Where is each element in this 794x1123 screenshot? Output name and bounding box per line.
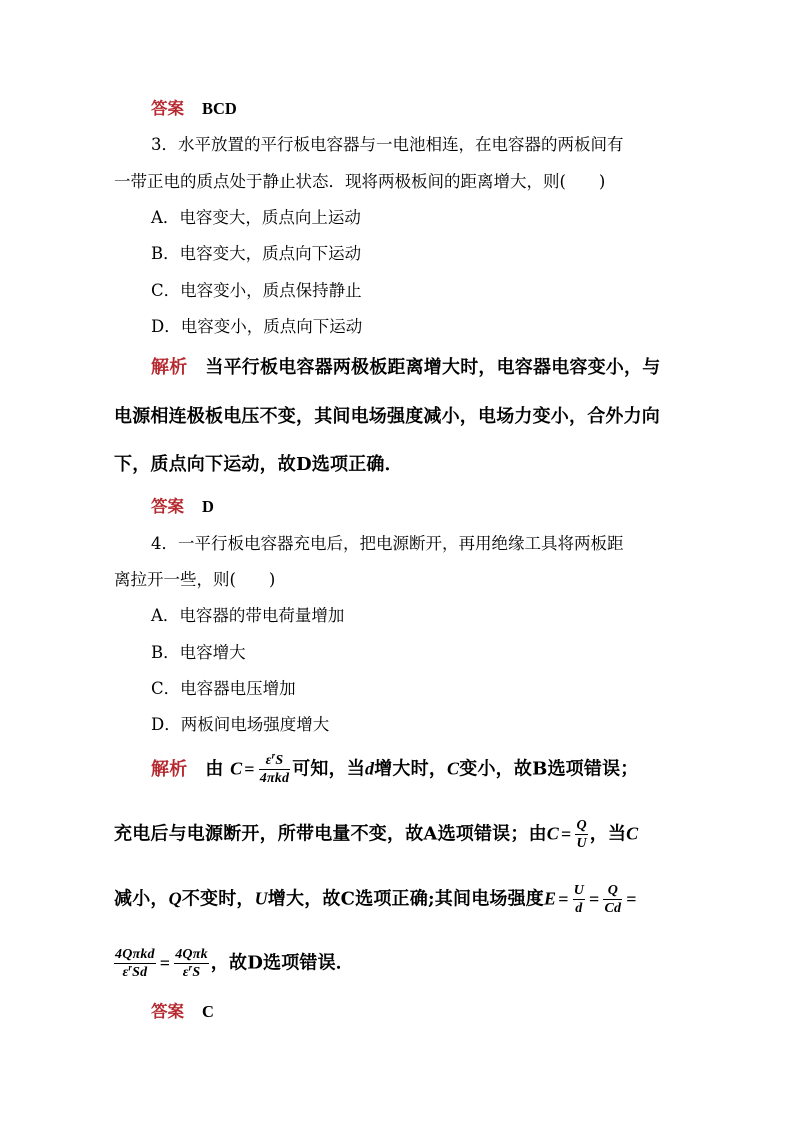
q3-option-d: D．电容变小，质点向下运动 xyxy=(151,317,363,336)
q4-stem-line2: 离拉开一些，则( ) xyxy=(114,570,276,589)
q4-answer-value: C xyxy=(202,1002,214,1021)
q2-answer-value: BCD xyxy=(202,99,237,118)
q4-option-c: C．电容器电压增加 xyxy=(151,679,296,698)
q3-option-c: C．电容变小，质点保持静止 xyxy=(151,281,362,300)
fraction-denominator: 4πkd xyxy=(259,771,290,786)
analysis-text: 增大，故C选项正确;其间电场强度 xyxy=(267,888,544,910)
q4-option-d: D．两板间电场强度增大 xyxy=(151,715,330,734)
fraction-denominator: U xyxy=(576,836,587,851)
equals-sign: = xyxy=(589,888,600,909)
var-c: C xyxy=(230,758,243,779)
fraction-denominator: d xyxy=(575,901,583,916)
analysis-text: 充电后与电源断开，所带电量不变，故A选项错误；由 xyxy=(114,823,547,845)
fraction-numerator: Q xyxy=(576,818,587,833)
analysis-text: ，故D选项错误． xyxy=(210,952,355,974)
analysis-text: 减小， xyxy=(114,888,169,910)
q4-stem-line1: 4．一平行板电容器充电后，把电源断开，再用绝缘工具将两板距 xyxy=(151,534,624,553)
fraction-numerator: $\varepsilon^rS$ xyxy=(259,752,290,770)
fraction-u-over-d xyxy=(573,882,585,917)
equals-sign: = xyxy=(626,888,637,909)
q4-answer-line xyxy=(151,1000,214,1024)
var-q: Q xyxy=(168,888,182,909)
q3-analysis-line2: 电源相连极板电压不变，其间电场强度减小，电场力变小，合外力向 xyxy=(114,406,660,427)
fraction-denominator: Cd xyxy=(604,901,622,916)
answer-label: 答案 xyxy=(151,1002,184,1021)
q2-answer-line xyxy=(151,97,237,121)
var-e: E xyxy=(544,888,557,909)
q4-analysis-line1 xyxy=(151,752,638,787)
q3-stem-line1: 3．水平放置的平行板电容器与一电池相连，在电容器的两板间有 xyxy=(151,135,624,154)
answer-label: 答案 xyxy=(151,497,184,516)
equals-sign: = xyxy=(560,823,572,844)
q4-option-b: B．电容增大 xyxy=(151,643,246,662)
fraction-numerator: 4Qπk xyxy=(175,947,208,962)
equals-sign: = xyxy=(244,758,255,779)
fraction-field-simplified xyxy=(174,946,209,981)
q3-analysis-text1: 当平行板电容器两极板距离增大时，电容器电容变小，与 xyxy=(205,357,661,378)
q4-analysis-line4 xyxy=(114,946,354,981)
q3-analysis-line3: 下，质点向下运动，故D选项正确． xyxy=(114,454,403,475)
var-u: U xyxy=(254,888,268,909)
q3-option-b: B．电容变大，质点向下运动 xyxy=(151,244,362,263)
var-d: d xyxy=(365,758,375,779)
var-c: C xyxy=(546,823,559,844)
analysis-text: 可知，当 xyxy=(292,758,366,780)
analysis-text: ，当 xyxy=(589,823,627,845)
q3-answer-line xyxy=(151,495,214,519)
analysis-text: 由 xyxy=(205,758,224,780)
q3-option-a: A．电容变大，质点向上运动 xyxy=(151,208,361,227)
analysis-text: 变小，故B选项错误； xyxy=(459,758,639,780)
fraction-numerator: Q xyxy=(603,882,622,900)
equals-sign: = xyxy=(558,888,569,909)
fraction-numerator: 4Qπkd xyxy=(115,947,155,962)
q3-answer-value: D xyxy=(202,497,214,516)
q3-stem-line2: 一带正电的质点处于静止状态．现将两极板间的距离增大，则( ) xyxy=(114,172,606,191)
equals-sign: = xyxy=(159,952,171,973)
fraction-q-over-u xyxy=(575,817,587,852)
fraction-q-over-cd xyxy=(603,882,622,917)
analysis-text: 不变时， xyxy=(181,888,255,910)
fraction-field-expanded xyxy=(114,946,156,981)
analysis-label: 解析 xyxy=(151,357,188,378)
q3-analysis-line1 xyxy=(151,356,660,380)
fraction-denominator: $\varepsilon^rSd$ xyxy=(122,962,148,980)
fraction-numerator: U xyxy=(573,883,584,898)
var-c: C xyxy=(447,758,460,779)
answer-label: 答案 xyxy=(151,99,184,118)
q4-analysis-line3 xyxy=(114,882,639,917)
q4-option-a: A．电容器的带电荷量增加 xyxy=(151,606,345,625)
fraction-denominator: $\varepsilon^rS$ xyxy=(182,962,201,980)
fraction-capacitance xyxy=(259,752,290,787)
q4-analysis-line2 xyxy=(114,817,638,852)
var-c: C xyxy=(626,823,639,844)
analysis-text: 增大时， xyxy=(374,758,448,780)
analysis-label: 解析 xyxy=(151,758,188,780)
